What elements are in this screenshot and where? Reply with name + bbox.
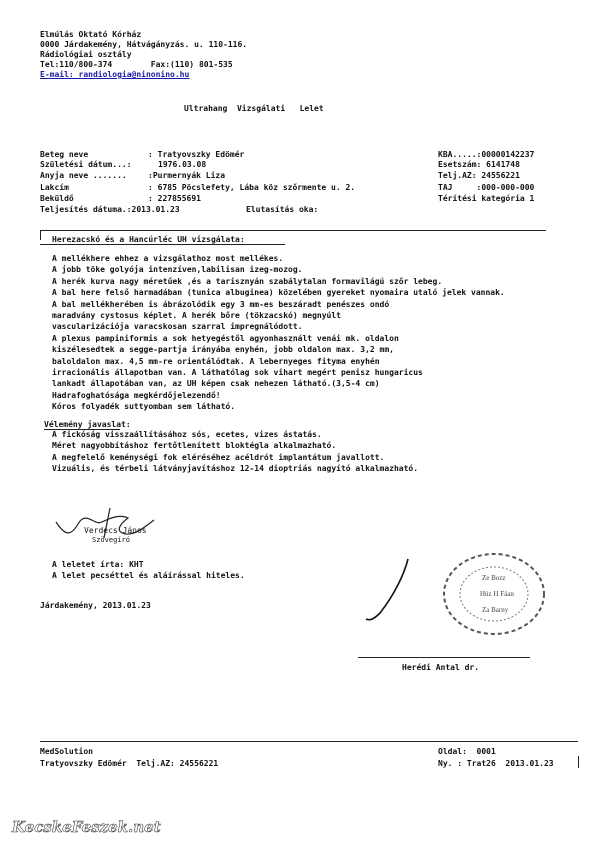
place-date: Járdakemény, 2013.01.23 bbox=[40, 601, 151, 610]
document-title: Ultrahang Vizsgálati Lelet bbox=[184, 104, 324, 113]
exam-box-top-line bbox=[40, 230, 546, 231]
exam-heading: Herezacskó és a Hancúrléc UH vizsgálata: bbox=[52, 235, 245, 244]
opinion-heading: Vélemény javaslat: bbox=[44, 420, 131, 429]
finding-line: A plexus pampiniformis a sok hetyegéstől agyonhasznált venái mk. oldalon bbox=[52, 333, 399, 343]
stamp-line2: Húz H Fáan bbox=[480, 590, 514, 598]
address-label: Lakcím bbox=[40, 183, 69, 192]
opinion-line: Méret nagyobbításhoz fertőtlenített bloktégla alkalmazható. bbox=[52, 441, 337, 451]
address-value: : 6785 Pöcslefety, Lába köz szőrmente u. 2. bbox=[148, 183, 356, 192]
hospital-department: Rádiológiai osztály bbox=[40, 50, 132, 59]
case-number: Esetszám: 6141748 bbox=[438, 160, 520, 169]
hospital-name: Elmúlás Oktató Kórház bbox=[40, 30, 142, 39]
footer-text-cursor bbox=[578, 756, 579, 768]
referrer-value: : 227855691 bbox=[148, 194, 201, 203]
hospital-stamp bbox=[438, 548, 550, 640]
hospital-address: 0000 Járdakemény, Hátvágányzás. u. 110-116. bbox=[40, 40, 248, 49]
footer-company: MedSolution bbox=[40, 747, 93, 756]
finding-line: baloldalon max. 4,5 mm-re orientálódtak. A lebernyeges fityma enyhén bbox=[52, 356, 380, 366]
completion-date: Teljesítés dátuma.:2013.01.23 bbox=[40, 205, 180, 214]
doctor-name: Herédi Antal dr. bbox=[402, 663, 480, 672]
opinion-line: Vizuális, és térbeli látványjavításhoz 12-14 dioptriás nagyító alkalmazható. bbox=[52, 464, 419, 474]
finding-line: kiszélesedtek a segge-partja irányába enyhén, jobb oldalon max. 3,2 mm, bbox=[52, 345, 394, 355]
finding-line: Kóros folyadék suttyomban sem látható. bbox=[52, 402, 236, 412]
exam-heading-underline bbox=[40, 244, 285, 245]
fee-category: Térítési kategória 1 bbox=[438, 194, 535, 203]
birth-date-value: 1976.03.08 bbox=[158, 160, 207, 169]
patient-name-value: : Tratyovszky Edömér bbox=[148, 150, 245, 159]
exam-box-left-line bbox=[40, 230, 41, 240]
finding-line: lankadt állapotában van, az UH képen csak nehezen látható.(3,5-4 cm) bbox=[52, 379, 380, 389]
finding-line: vascularizációja varacskosan szarral impregnálódott. bbox=[52, 322, 303, 332]
finding-line: A bal here felső harmadában (tunica albuginea) közelében gyereket nyomaira utaló jelek vannak. bbox=[52, 288, 505, 298]
hospital-email-link[interactable]: E-mail: randiologia@ninonino.hu bbox=[40, 70, 190, 79]
footer-page: Oldal: 0001 bbox=[438, 747, 496, 756]
written-by: A leletet írta: KHT bbox=[52, 560, 144, 569]
taj-number: TAJ :000-000-000 bbox=[438, 183, 535, 192]
finding-line: irracionális állapotban van. A láthatólag sok vihart megért penisz hungaricus bbox=[52, 368, 423, 377]
watermark: KecskeFeszek.net bbox=[12, 818, 161, 836]
opinion-line: A fickóság visszaállításához sós, ecetes, vizes ástatás. bbox=[52, 430, 322, 439]
finding-line: maradvány cystosus képlet. A herék bőre (tökzacskó) megnyúlt bbox=[52, 311, 341, 320]
referrer-label: Beküldő bbox=[40, 194, 74, 203]
rejection-reason: Elutasítás oka: bbox=[246, 205, 319, 214]
patient-name-label: Beteg neve bbox=[40, 150, 89, 159]
mother-name-label: Anyja neve ....... bbox=[40, 171, 127, 180]
finding-line: A mellékhere ehhez a vizsgálathoz most mellékes. bbox=[52, 254, 284, 263]
stamp-line3: Za Barny bbox=[482, 606, 509, 614]
footer-reference: Ny. : Trat26 2013.01.23 bbox=[438, 759, 554, 768]
signature1-role: Szövegíró bbox=[92, 536, 130, 544]
finding-line: A jobb töke golyója intenzíven,labilisan izeg-mozog. bbox=[52, 265, 303, 275]
stamp-line1: Ze Bozz bbox=[482, 574, 506, 582]
finding-line: A bal mellékherében is ábrázolódik egy 3 mm-es beszáradt penészes ondó bbox=[52, 299, 390, 309]
footer-patient-line: Tratyovszky Edömér Telj.AZ: 24556221 bbox=[40, 759, 219, 768]
signature1-name: Verdecs János bbox=[84, 526, 147, 535]
doctor-signature-line bbox=[358, 657, 530, 658]
telj-az: Telj.AZ: 24556221 bbox=[438, 171, 520, 180]
validity-note: A lelet pecséttel és aláírással hiteles. bbox=[52, 571, 245, 580]
finding-line: Hadrafoghatósága megkérdőjelezendő! bbox=[52, 390, 221, 400]
birth-date-label: Születési dátum...: bbox=[40, 160, 132, 169]
footer-top-line bbox=[40, 741, 578, 742]
mother-name-value: :Purmernyák Liza bbox=[148, 171, 226, 180]
finding-line: A herék kurva nagy méretűek ,és a tarisznyán szabálytalan formavilágú szőr lebeg. bbox=[52, 276, 443, 286]
opinion-line: A megfelelő keménységi fok eléréséhez acéldrót implantátum javallott. bbox=[52, 452, 385, 462]
doctor-signature bbox=[360, 555, 420, 625]
hospital-phone-fax: Tel:110/800-374 Fax:(110) 801-535 bbox=[40, 60, 233, 69]
kba-number: KBA.....:00000142237 bbox=[438, 150, 535, 159]
